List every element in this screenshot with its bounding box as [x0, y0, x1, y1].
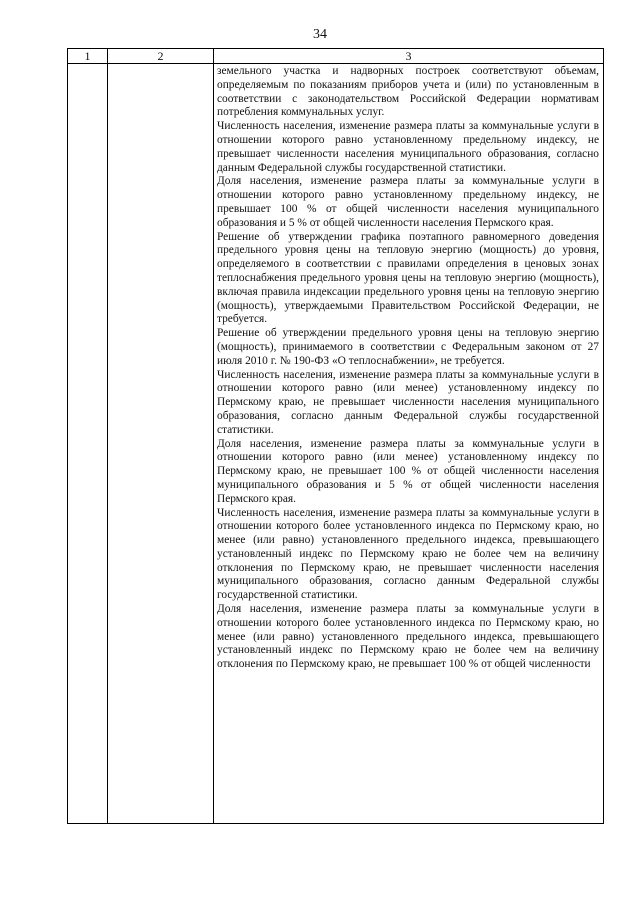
paragraph-4: Решение об утверждении графика поэтапного равномерного доведения предельного уровня цены на тепловую энергию (мощность) до уровня, определяемого в соответствии с правилами определения в ценовых зонах теплоснабжения предельного уровня цены на тепловую энергию (мощность), включая правила индексации предельного уровня цены на тепловую энергию (мощность), утверждаемыми Правительством Российской Федерации, не требуется.	[217, 230, 599, 326]
table-header-row	[68, 49, 604, 64]
paragraph-1: земельного участка и надворных построек соответствуют объемам, определяемым по показаниям приборов учета и (или) по установленным в соответствии с законодательством Российской Федерации нормативам потребления коммунальных услуг.	[217, 65, 599, 119]
table-body-row	[68, 64, 604, 824]
column-header-1: 1	[68, 49, 108, 64]
paragraph-6: Численность населения, изменение размера платы за коммунальные услуги в отношении которого равно (или менее) установленному индексу по Пермскому краю, не превышает численности населения муниципального образования, согласно данным Федеральной службы государственной статистики.	[217, 368, 599, 436]
column-1-cell	[68, 64, 108, 824]
page-number: 34	[313, 27, 327, 42]
paragraph-8: Численность населения, изменение размера платы за коммунальные услуги в отношении которого более установленного индекса по Пермскому краю, но менее (или равно) установленного предельного индекса, превышающего установленный индекс по Пермскому краю не более чем на величину отклонения по Пермскому краю, не превышает численности населения муниципального образования, согласно данным Федеральной службы государственной статистики.	[217, 506, 599, 602]
paragraph-2: Численность населения, изменение размера платы за коммунальные услуги в отношении которого равно установленному предельному индексу, не превышает численности населения муниципального образования, согласно данным Федеральной службы государственной статистики.	[217, 120, 599, 174]
column-header-2: 2	[108, 49, 214, 64]
paragraph-9: Доля населения, изменение размера платы за коммунальные услуги в отношении которого более установленного индекса по Пермскому краю, но менее (или равно) установленного предельного индекса, превышающего установленный индекс по Пермскому краю не более чем на величину отклонения по Пермскому краю, не превышает 100 % от общей численности	[217, 603, 599, 671]
column-2-cell	[108, 64, 214, 824]
column-3-text-cell	[214, 64, 604, 824]
paragraph-7: Доля населения, изменение размера платы за коммунальные услуги в отношении которого равно (или менее) установленному индексу по Пермскому краю, не превышает 100 % от общей численности населения муниципального образования и 5 % от общей численности населения Пермского края.	[217, 437, 599, 505]
paragraph-3: Доля населения, изменение размера платы за коммунальные услуги в отношении которого равно установленному предельному индексу, не превышает 100 % от общей численности населения муниципального образования и 5 % от общей численности населения Пермского края.	[217, 175, 599, 229]
column-header-3: 3	[214, 49, 604, 64]
document-table	[67, 48, 604, 824]
paragraph-5: Решение об утверждении предельного уровня цены на тепловую энергию (мощность), принимаемого в соответствии с Федеральным законом от 27 июля 2010 г. № 190-ФЗ «О теплоснабжении», не требуется.	[217, 327, 599, 367]
